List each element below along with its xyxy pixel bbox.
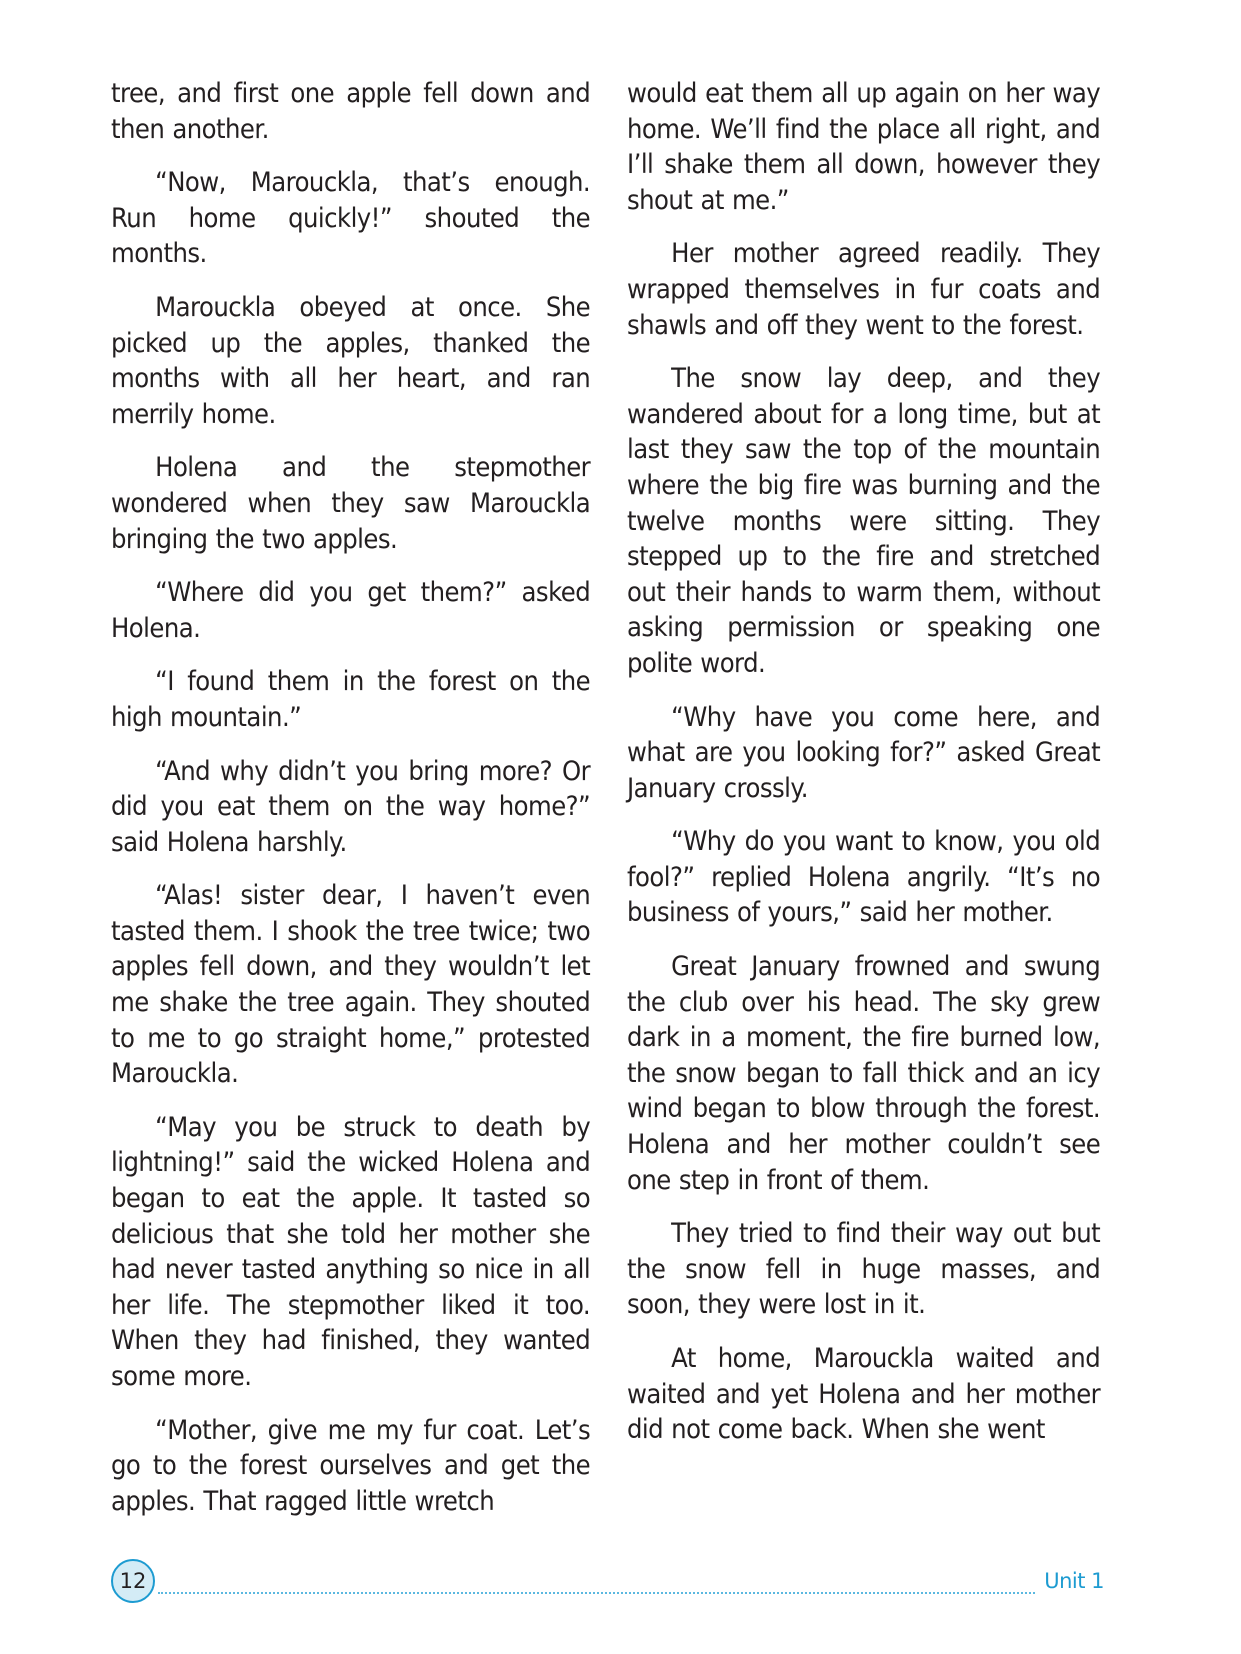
page-number-badge	[111, 1559, 155, 1603]
paragraph: “May you be struck to death by lightning!” said the wicked Holena and began to eat the apple. It tasted so delicious that she told her mother she had never tasted anything so nice in all her life. The stepmother liked it too. When they had finished, they wanted some more.	[111, 1111, 591, 1392]
paragraph: The snow lay deep, and they wandered about for a long time, but at last they saw the top of the mountain where the big fire was burning and the twelve months were sitting. They stepped up to the fire and stretched out their hands to warm them, without asking permission or speaking one polite word.	[627, 363, 1101, 679]
paragraph: “Now, Marouckla, that’s enough. Run home quickly!” shouted the months.	[111, 167, 591, 270]
paragraph: would eat them all up again on her way home. We’ll find the place all right, and I’ll shake them all down, however they shout at me.”	[627, 78, 1101, 216]
right-text-column	[627, 76, 1101, 1466]
page-footer	[0, 1555, 1241, 1615]
paragraph: Her mother agreed readily. They wrapped themselves in fur coats and shawls and off they went to the forest.	[627, 238, 1101, 341]
paragraph: They tried to find their way out but the snow fell in huge masses, and soon, they were lost in it.	[627, 1218, 1101, 1321]
paragraph: Holena and the stepmother wondered when they saw Marouckla bringing the two apples.	[111, 452, 591, 555]
paragraph: Great January frowned and swung the club over his head. The sky grew dark in a moment, the fire burned low, the snow began to fall thick and an icy wind began to blow through the forest. Holena and her mother couldn’t see one step in front of them.	[627, 951, 1101, 1196]
paragraph: “Why do you want to know, you old fool?” replied Holena angrily. “It’s no business of yours,” said her mother.	[627, 826, 1101, 929]
paragraph: tree, and first one apple fell down and then another.	[111, 78, 591, 145]
paragraph: “Why have you come here, and what are you looking for?” asked Great January crossly.	[627, 701, 1101, 804]
paragraph: Marouckla obeyed at once. She picked up the apples, thanked the months with all her heart, and ran merrily home.	[111, 291, 591, 430]
unit-label: Unit 1	[1044, 1569, 1104, 1593]
page-number: 12	[119, 1569, 147, 1593]
left-text-column	[111, 76, 591, 1537]
paragraph: “Alas! sister dear, I haven’t even tasted them. I shook the tree twice; two apples fell down, and they wouldn’t let me shake the tree again. They shouted to me to go straight home,” protested Marouckla.	[111, 880, 591, 1090]
paragraph: “Where did you get them?” asked Holena.	[111, 577, 591, 644]
paragraph: At home, Marouckla waited and waited and yet Holena and her mother did not come back. When she went	[627, 1343, 1101, 1446]
paragraph: “Mother, give me my fur coat. Let’s go to the forest ourselves and get the apples. That ragged little wretch	[111, 1414, 591, 1517]
paragraph: “I found them in the forest on the high mountain.”	[111, 666, 591, 733]
footer-dotted-rule	[158, 1592, 1035, 1594]
paragraph: “And why didn’t you bring more? Or did you eat them on the way home?” said Holena harshly.	[111, 755, 591, 858]
